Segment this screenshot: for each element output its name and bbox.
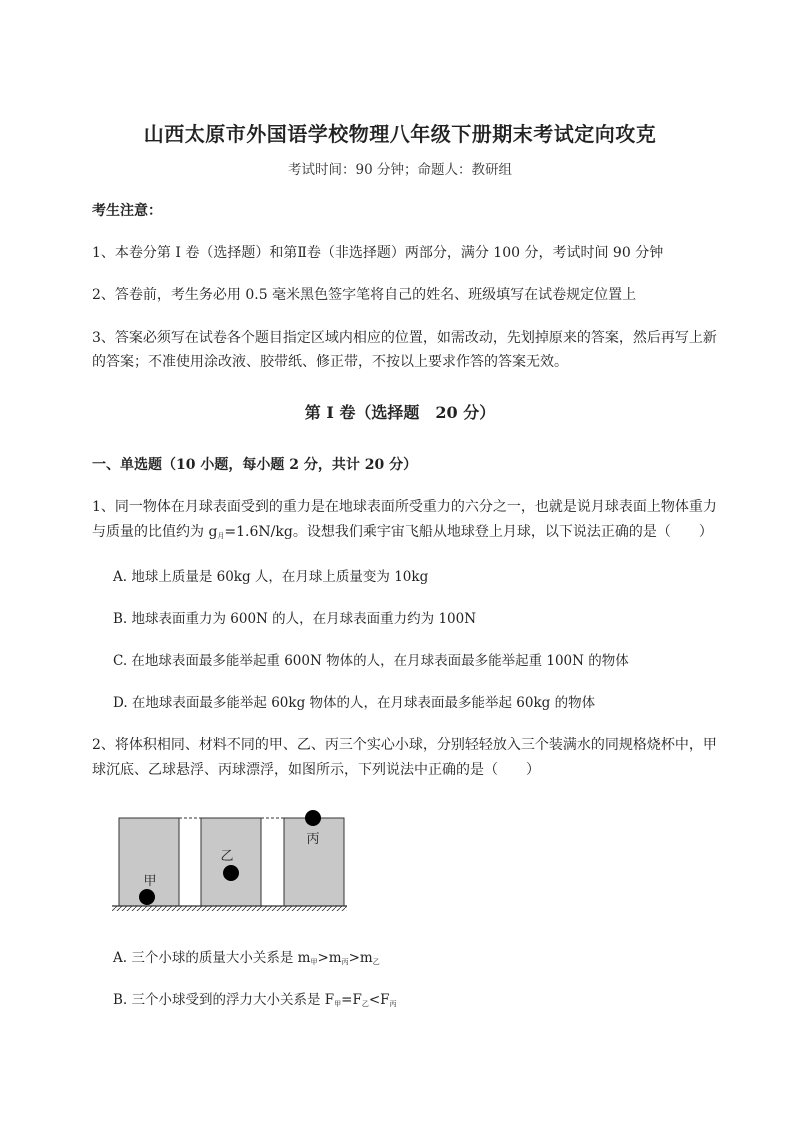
question-1-text: 1、同一物体在月球表面受到的重力是在地球表面所受重力的六分之一，也就是说月球表面上物体重力 — [92, 499, 717, 515]
question-2-text: 2、将体积相同、材料不同的甲、乙、丙三个实心小球，分别轻轻放入三个装满水的同规格烧杯中，甲 — [92, 737, 717, 753]
subscript: 甲 — [334, 1000, 342, 1008]
operator: < — [368, 992, 381, 1008]
notice-item: 1、本卷分第 I 卷（选择题）和第Ⅱ卷（非选择题）两部分，满分 100 分，考试时间 90 分钟 — [92, 245, 664, 261]
ground-hatch — [112, 906, 347, 911]
label-c: 丙 — [306, 832, 320, 847]
page-title: 山西太原市外国语学校物理八年级下册期末考试定向攻克 — [143, 122, 657, 146]
q2-option-b — [113, 988, 397, 1009]
notice-heading: 考生注意： — [92, 203, 162, 219]
q1-subscript: 月 — [217, 532, 225, 540]
subscript: 乙 — [372, 958, 380, 966]
subscript: 乙 — [361, 1000, 369, 1008]
label-b: 乙 — [220, 849, 234, 864]
q1-option-d: D. 在地球表面最多能举起 60kg 物体的人，在月球表面最多能举起 60kg 的物体 — [113, 695, 596, 711]
q1-option-b: B. 地球表面重力为 600N 的人，在月球表面重力约为 100N — [113, 611, 477, 627]
notice-item: 3、答案必须写在试卷各个题目指定区域内相应的位置，如需改动，先划掉原来的答案，然后再写上新 — [92, 330, 717, 346]
ball-b — [223, 865, 239, 881]
q1-text-part: =1.6N/kg。设想我们乘宇宙飞船从地球登上月球，以下说法正确的是（ ） — [224, 524, 713, 540]
question-2-text-continued: 球沉底、乙球悬浮、丙球漂浮，如图所示，下列说法中正确的是（ ） — [92, 762, 540, 778]
operator: = — [341, 992, 353, 1008]
section-title: 第 I 卷（选择题 20 分） — [304, 403, 496, 422]
var: m — [297, 950, 311, 966]
q1-option-c: C. 在地球表面最多能举起重 600N 物体的人，在月球表面最多能举起重 100N 的物体 — [113, 653, 629, 669]
part-heading: 一、单选题（10 小题，每小题 2 分，共计 20 分） — [92, 457, 418, 473]
q2-option-a — [113, 946, 380, 967]
notice-item: 2、答卷前，考生务必用 0.5 毫米黑色签字笔将自己的姓名、班级填写在试卷规定位置上 — [92, 287, 637, 303]
ball-c — [305, 810, 321, 826]
label-a: 甲 — [143, 874, 157, 889]
question-1-text-continued — [92, 521, 713, 547]
var: m — [328, 950, 342, 966]
q1-option-a: A. 地球上质量是 60kg 人，在月球上质量变为 10kg — [113, 569, 429, 585]
subscript: 丙 — [341, 958, 349, 966]
option-text: B. 三个小球受到的浮力大小关系是 — [113, 992, 325, 1008]
var: m — [359, 950, 373, 966]
q1-text-part: 与质量的比值约为 g — [92, 524, 218, 540]
operator: > — [348, 950, 360, 966]
subscript: 甲 — [310, 958, 318, 966]
subscript: 丙 — [389, 1000, 397, 1008]
exam-info: 考试时间：90 分钟；命题人：教研组 — [288, 162, 512, 178]
beakers-figure — [110, 808, 350, 918]
var: F — [352, 992, 362, 1008]
var: F — [324, 992, 335, 1008]
option-text: A. 三个小球的质量大小关系是 — [113, 950, 298, 966]
operator: > — [317, 950, 329, 966]
var: F — [380, 992, 390, 1008]
ball-a — [139, 889, 155, 905]
notice-item-continued: 的答案；不准使用涂改液、胶带纸、修正带，不按以上要求作答的答案无效。 — [92, 354, 568, 370]
